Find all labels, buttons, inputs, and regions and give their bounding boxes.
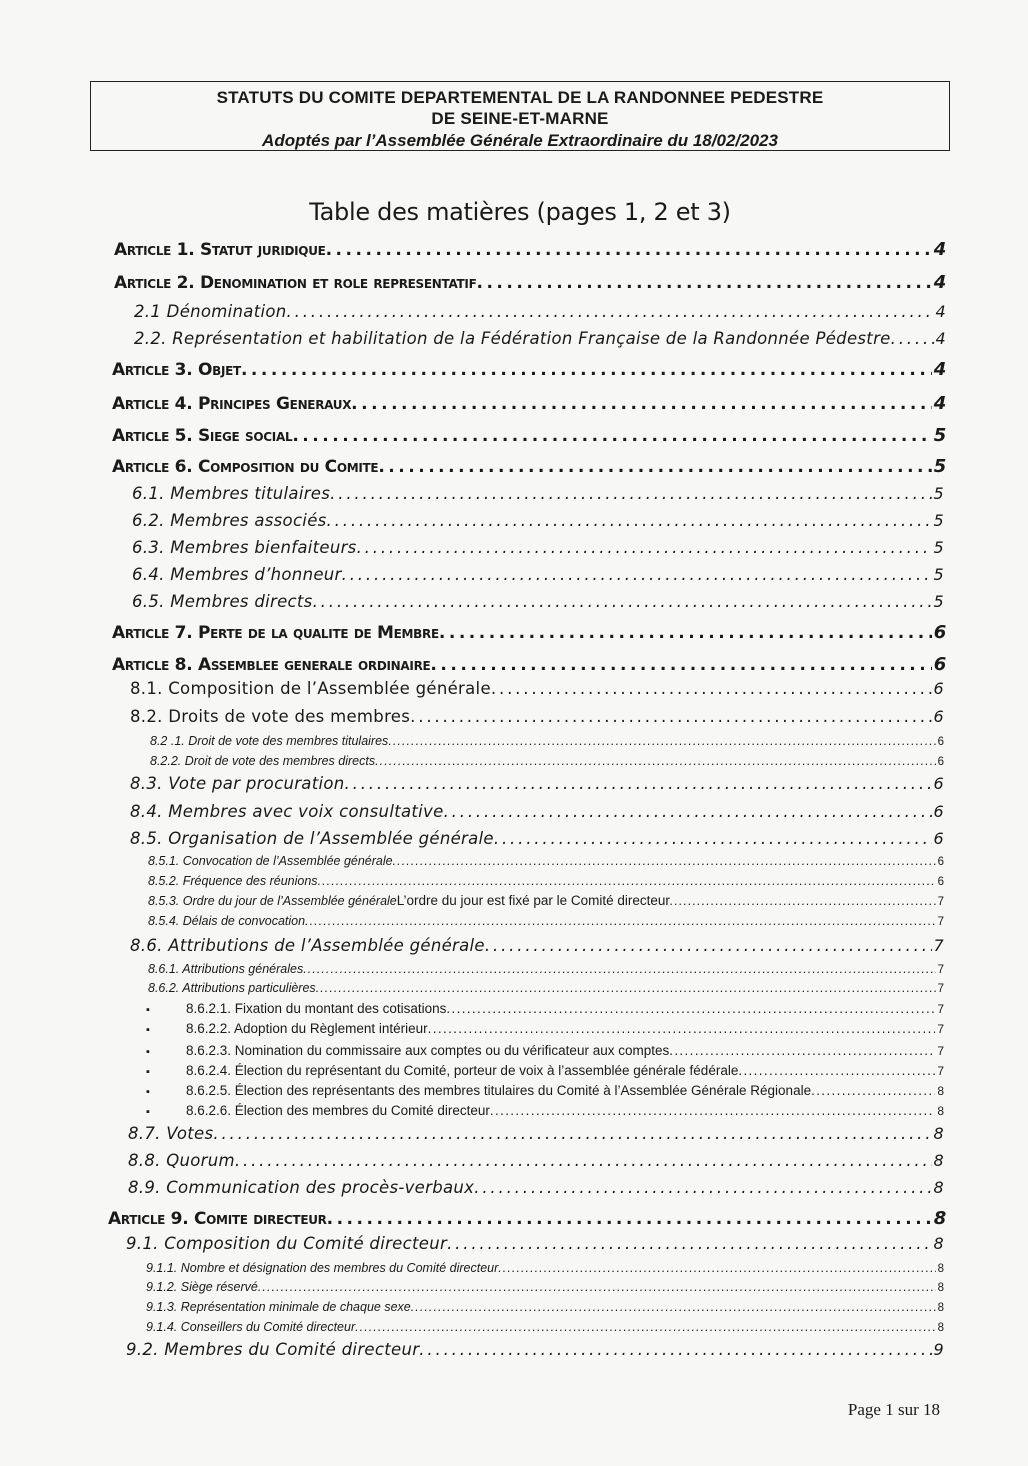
toc-entry-title: 8.6.2.3. Nomination du commissaire aux comptes ou du vérificateur aux comptes bbox=[186, 1043, 670, 1058]
toc-bullet-icon: ▪ bbox=[146, 1106, 150, 1118]
toc-bullet-icon: ▪ bbox=[146, 1066, 150, 1078]
toc-dot-leader bbox=[316, 979, 936, 997]
toc-dot-leader bbox=[670, 892, 936, 910]
toc-entry-title: 8.6.2.1. Fixation du montant des cotisations bbox=[186, 1001, 447, 1016]
toc-entry[interactable] bbox=[146, 999, 944, 1019]
toc-entry-title: Article 5. Siege social bbox=[112, 426, 293, 446]
toc-page-number: 5 bbox=[933, 511, 944, 530]
toc-dot-leader bbox=[447, 1232, 931, 1256]
toc-entry[interactable] bbox=[146, 1041, 944, 1061]
toc-dot-leader bbox=[444, 800, 932, 824]
toc-page-number: 6 bbox=[937, 856, 944, 868]
toc-dot-leader bbox=[213, 1122, 931, 1146]
toc-entry[interactable] bbox=[126, 1338, 944, 1362]
toc-dot-leader bbox=[287, 300, 934, 324]
toc-entry[interactable] bbox=[148, 979, 944, 997]
toc-entry[interactable] bbox=[146, 1298, 944, 1316]
toc-entry[interactable] bbox=[114, 237, 946, 263]
toc-dot-leader bbox=[258, 1278, 936, 1296]
toc-page-number: 7 bbox=[937, 1022, 944, 1036]
toc-entry[interactable] bbox=[132, 536, 944, 560]
toc-page-number: 7 bbox=[937, 983, 944, 995]
toc-dot-leader bbox=[292, 423, 931, 449]
toc-page-number: 6 bbox=[933, 679, 944, 698]
toc-dot-leader bbox=[318, 872, 936, 890]
toc-dot-leader bbox=[388, 732, 935, 750]
toc-dot-leader bbox=[490, 1101, 935, 1121]
toc-page-number: 6 bbox=[933, 654, 946, 675]
toc-entry-title: 8.2.2. Droit de vote des membres directs bbox=[150, 754, 376, 768]
toc-page-number: 9 bbox=[933, 1340, 944, 1359]
toc-page-number: 6 bbox=[937, 736, 944, 748]
toc-entry-title: Article 1. Statut juridique bbox=[114, 240, 326, 260]
toc-entry-title: Article 8. Assemblee generale ordinaire bbox=[112, 655, 431, 675]
toc-entry-title: Article 9. Comite directeur bbox=[108, 1209, 327, 1229]
header-title-line1: STATUTS DU COMITE DEPARTEMENTAL DE LA RANDONNEE PEDESTRE bbox=[216, 88, 824, 107]
toc-entry-title: 8.6. Attributions de l’Assemblée générale bbox=[130, 936, 485, 955]
toc-bullet-icon: ▪ bbox=[146, 1004, 150, 1016]
toc-entry-title: 8.5.1. Convocation de l’Assemblée générale bbox=[148, 854, 393, 868]
toc-entry[interactable] bbox=[132, 509, 944, 533]
toc-entry-title: 9.1.4. Conseillers du Comité directeur bbox=[146, 1320, 356, 1334]
toc-page-number: 8 bbox=[937, 1282, 944, 1294]
toc-dot-leader bbox=[485, 934, 932, 958]
toc-entry[interactable] bbox=[128, 1176, 944, 1200]
toc-entry-title: 8.6.2.4. Élection du représentant du Comité, porteur de voix à l’assemblée générale fédérale bbox=[186, 1063, 739, 1078]
toc-page-number: 5 bbox=[933, 538, 944, 557]
toc-page-number: 8 bbox=[937, 1263, 944, 1275]
toc-dot-leader bbox=[326, 237, 932, 263]
toc-page-number: 4 bbox=[935, 302, 946, 321]
document-header-box bbox=[90, 81, 950, 151]
toc-entry[interactable] bbox=[146, 1259, 944, 1277]
toc-dot-leader bbox=[305, 912, 936, 930]
toc-dot-leader bbox=[491, 677, 932, 701]
toc-entry[interactable] bbox=[146, 1318, 944, 1336]
toc-entry[interactable] bbox=[128, 1122, 944, 1146]
toc-page-number: 4 bbox=[935, 329, 946, 348]
toc-entry-title: 9.1.3. Représentation minimale de chaque sexe bbox=[146, 1300, 411, 1314]
toc-dot-leader bbox=[439, 620, 932, 646]
toc-page-number: 6 bbox=[933, 774, 944, 793]
toc-dot-leader bbox=[811, 1081, 935, 1101]
toc-page-number: 4 bbox=[933, 239, 946, 260]
toc-page-number: 8 bbox=[937, 1084, 944, 1098]
toc-entry[interactable] bbox=[112, 391, 946, 417]
toc-page-number: 7 bbox=[937, 1002, 944, 1016]
toc-dot-leader bbox=[393, 852, 936, 870]
toc-entry-title: 8.8. Quorum bbox=[128, 1151, 235, 1170]
toc-entry-title: 8.6.2.2. Adoption du Règlement intérieur bbox=[186, 1021, 428, 1036]
toc-page-number: 8 bbox=[933, 1124, 944, 1143]
toc-bullet-icon: ▪ bbox=[146, 1086, 150, 1098]
toc-entry[interactable] bbox=[126, 1232, 944, 1256]
toc-dot-leader bbox=[355, 1318, 935, 1336]
toc-dot-leader bbox=[428, 1019, 936, 1039]
toc-page-number: 7 bbox=[937, 1064, 944, 1078]
toc-entry-title: 8.2. Droits de vote des membres bbox=[130, 707, 411, 726]
toc-title: Table des matières (pages 1, 2 et 3) bbox=[309, 198, 731, 226]
toc-entry-title: 8.9. Communication des procès-verbaux bbox=[128, 1178, 475, 1197]
toc-page-number: 5 bbox=[933, 425, 946, 446]
toc-entry-title: 9.2. Membres du Comité directeur bbox=[126, 1340, 420, 1359]
toc-page-number: 6 bbox=[933, 707, 944, 726]
toc-dot-leader bbox=[411, 1298, 936, 1316]
toc-entry[interactable] bbox=[148, 852, 944, 870]
toc-dot-leader bbox=[494, 827, 932, 851]
toc-page-number: 8 bbox=[933, 1208, 946, 1229]
toc-entry-title: 6.3. Membres bienfaiteurs bbox=[132, 538, 357, 557]
toc-entry-title: 6.2. Membres associés bbox=[132, 511, 327, 530]
toc-entry[interactable] bbox=[112, 454, 946, 480]
toc-entry[interactable] bbox=[146, 1101, 944, 1121]
toc-page-number: 8 bbox=[933, 1234, 944, 1253]
header-title-line2: DE SEINE-ET-MARNE bbox=[431, 109, 609, 128]
toc-entry-title: 8.2 .1. Droit de vote des membres titulaires bbox=[150, 734, 389, 748]
toc-dot-leader bbox=[419, 1338, 931, 1362]
toc-entry-title: 8.6.2.6. Élection des membres du Comité directeur bbox=[186, 1103, 490, 1118]
toc-entry-title: 9.1. Composition du Comité directeur bbox=[126, 1234, 448, 1253]
toc-entry[interactable] bbox=[146, 1061, 944, 1081]
toc-entry-title: 2.2. Représentation et habilitation de la Fédération Française de la Randonnée Pédestre bbox=[134, 329, 891, 348]
toc-entry[interactable] bbox=[130, 772, 944, 796]
toc-page-number: 7 bbox=[937, 896, 944, 908]
toc-page-number: 8 bbox=[937, 1322, 944, 1334]
toc-entry[interactable] bbox=[130, 800, 944, 824]
toc-page-number: 6 bbox=[937, 876, 944, 888]
toc-entry-title: 8.3. Vote par procuration bbox=[130, 774, 345, 793]
toc-dot-leader bbox=[357, 536, 932, 560]
toc-entry[interactable] bbox=[146, 1019, 944, 1039]
toc-dot-leader bbox=[327, 509, 932, 533]
toc-dot-leader bbox=[446, 999, 935, 1019]
toc-entry-title: Article 4. Principes Generaux bbox=[112, 394, 352, 414]
toc-page-number: 7 bbox=[937, 916, 944, 928]
toc-page-number: 7 bbox=[937, 964, 944, 976]
toc-page-number: 5 bbox=[933, 484, 944, 503]
toc-page-number: 7 bbox=[937, 1044, 944, 1058]
toc-entry-title: 2.1 Dénomination bbox=[134, 302, 287, 321]
toc-dot-leader bbox=[498, 1259, 935, 1277]
toc-entry-title: 8.7. Votes bbox=[128, 1124, 214, 1143]
toc-page-number: 4 bbox=[933, 272, 946, 293]
toc-page-number: 8 bbox=[937, 1104, 944, 1118]
toc-dot-leader bbox=[669, 1041, 935, 1061]
toc-dot-leader bbox=[378, 454, 931, 480]
toc-entry-title: 8.5. Organisation de l’Assemblée générale bbox=[130, 829, 494, 848]
toc-entry[interactable] bbox=[148, 892, 944, 910]
toc-dot-leader bbox=[241, 357, 932, 383]
toc-entry-title: 8.1. Composition de l’Assemblée générale bbox=[130, 679, 491, 698]
toc-entry[interactable] bbox=[130, 934, 944, 958]
toc-dot-leader bbox=[430, 652, 931, 678]
toc-page-number: 6 bbox=[933, 802, 944, 821]
toc-entry-title: 8.5.2. Fréquence des réunions bbox=[148, 874, 318, 888]
toc-entry[interactable] bbox=[132, 590, 944, 614]
toc-entry[interactable] bbox=[150, 752, 944, 770]
toc-bullet-icon: ▪ bbox=[146, 1024, 150, 1036]
toc-dot-leader bbox=[327, 1206, 932, 1232]
toc-dot-leader bbox=[410, 705, 931, 729]
toc-dot-leader bbox=[891, 327, 934, 351]
toc-entry[interactable] bbox=[130, 827, 944, 851]
toc-entry[interactable] bbox=[112, 652, 946, 678]
toc-page-number: 8 bbox=[937, 1302, 944, 1314]
toc-dot-leader bbox=[476, 270, 931, 296]
toc-entry[interactable] bbox=[148, 912, 944, 930]
toc-entry-title: Article 3. Objet bbox=[112, 360, 241, 380]
toc-page-number: 8 bbox=[933, 1178, 944, 1197]
toc-entry-title: 6.5. Membres directs bbox=[132, 592, 313, 611]
toc-entry-title: 9.1.1. Nombre et désignation des membres du Comité directeur bbox=[146, 1261, 499, 1275]
toc-page-number: 6 bbox=[937, 756, 944, 768]
toc-dot-leader bbox=[351, 391, 932, 417]
toc-entry[interactable] bbox=[146, 1278, 944, 1296]
toc-dot-leader bbox=[345, 772, 932, 796]
toc-entry-title: 8.6.2.5. Élection des représentants des membres titulaires du Comité à l’Assemblée Générale Régionale bbox=[186, 1083, 812, 1098]
toc-entry[interactable] bbox=[130, 705, 944, 729]
toc-entry-title: 8.5.3. Ordre du jour de l’Assemblée générale bbox=[148, 894, 397, 908]
toc-entry-title: 6.1. Membres titulaires bbox=[132, 484, 331, 503]
toc-entry[interactable] bbox=[134, 327, 946, 351]
toc-dot-leader bbox=[375, 752, 935, 770]
toc-dot-leader bbox=[474, 1176, 931, 1200]
toc-entry[interactable] bbox=[132, 482, 944, 506]
toc-entry-title: 9.1.2. Siège réservé bbox=[146, 1280, 258, 1294]
toc-page-number: 4 bbox=[933, 359, 946, 380]
toc-entry[interactable] bbox=[148, 960, 944, 978]
toc-entry[interactable] bbox=[132, 563, 944, 587]
toc-entry[interactable] bbox=[114, 270, 946, 296]
toc-entry-title: 8.5.4. Délais de convocation bbox=[148, 914, 306, 928]
toc-entry[interactable] bbox=[112, 357, 946, 383]
toc-page-number: 6 bbox=[933, 622, 946, 643]
toc-page-number: 8 bbox=[933, 1151, 944, 1170]
page-number-footer: Page 1 sur 18 bbox=[847, 1400, 940, 1419]
toc-entry[interactable] bbox=[112, 620, 946, 646]
toc-entry[interactable] bbox=[148, 872, 944, 890]
toc-entry[interactable] bbox=[130, 677, 944, 701]
toc-entry-title: Article 6. Composition du Comite bbox=[112, 457, 379, 477]
toc-dot-leader bbox=[313, 590, 932, 614]
toc-entry[interactable] bbox=[112, 423, 946, 449]
toc-entry[interactable] bbox=[108, 1206, 946, 1232]
toc-page-number: 5 bbox=[933, 565, 944, 584]
toc-page-number: 5 bbox=[933, 456, 946, 477]
toc-dot-leader bbox=[330, 482, 931, 506]
toc-entry[interactable] bbox=[134, 300, 946, 324]
toc-entry-title: 8.6.2. Attributions particulières bbox=[148, 981, 316, 995]
toc-entry-title: 8.6.1. Attributions générales bbox=[148, 962, 304, 976]
toc-entry-title: Article 7. Perte de la qualite de Membre bbox=[112, 623, 439, 643]
toc-page-number: 5 bbox=[933, 592, 944, 611]
toc-bullet-icon: ▪ bbox=[146, 1046, 150, 1058]
toc-dot-leader bbox=[738, 1061, 935, 1081]
toc-dot-leader bbox=[235, 1149, 932, 1173]
toc-dot-leader bbox=[342, 563, 932, 587]
toc-entry-title: 6.4. Membres d’honneur bbox=[132, 565, 342, 584]
toc-entry[interactable] bbox=[146, 1081, 944, 1101]
toc-entry[interactable] bbox=[150, 732, 944, 750]
toc-entry[interactable] bbox=[128, 1149, 944, 1173]
toc-entry-title: Article 2. Denomination et role representatif bbox=[114, 273, 477, 293]
toc-page-number: 7 bbox=[933, 936, 944, 955]
toc-page-number: 6 bbox=[933, 829, 944, 848]
toc-dot-leader bbox=[303, 960, 935, 978]
toc-entry-title: 8.4. Membres avec voix consultative bbox=[130, 802, 444, 821]
toc-entry-extra-text: L’ordre du jour est fixé par le Comité directeur bbox=[396, 893, 670, 908]
toc-page-number: 4 bbox=[933, 393, 946, 414]
header-adoption-line: Adoptés par l’Assemblée Générale Extraordinaire du 18/02/2023 bbox=[262, 131, 778, 150]
